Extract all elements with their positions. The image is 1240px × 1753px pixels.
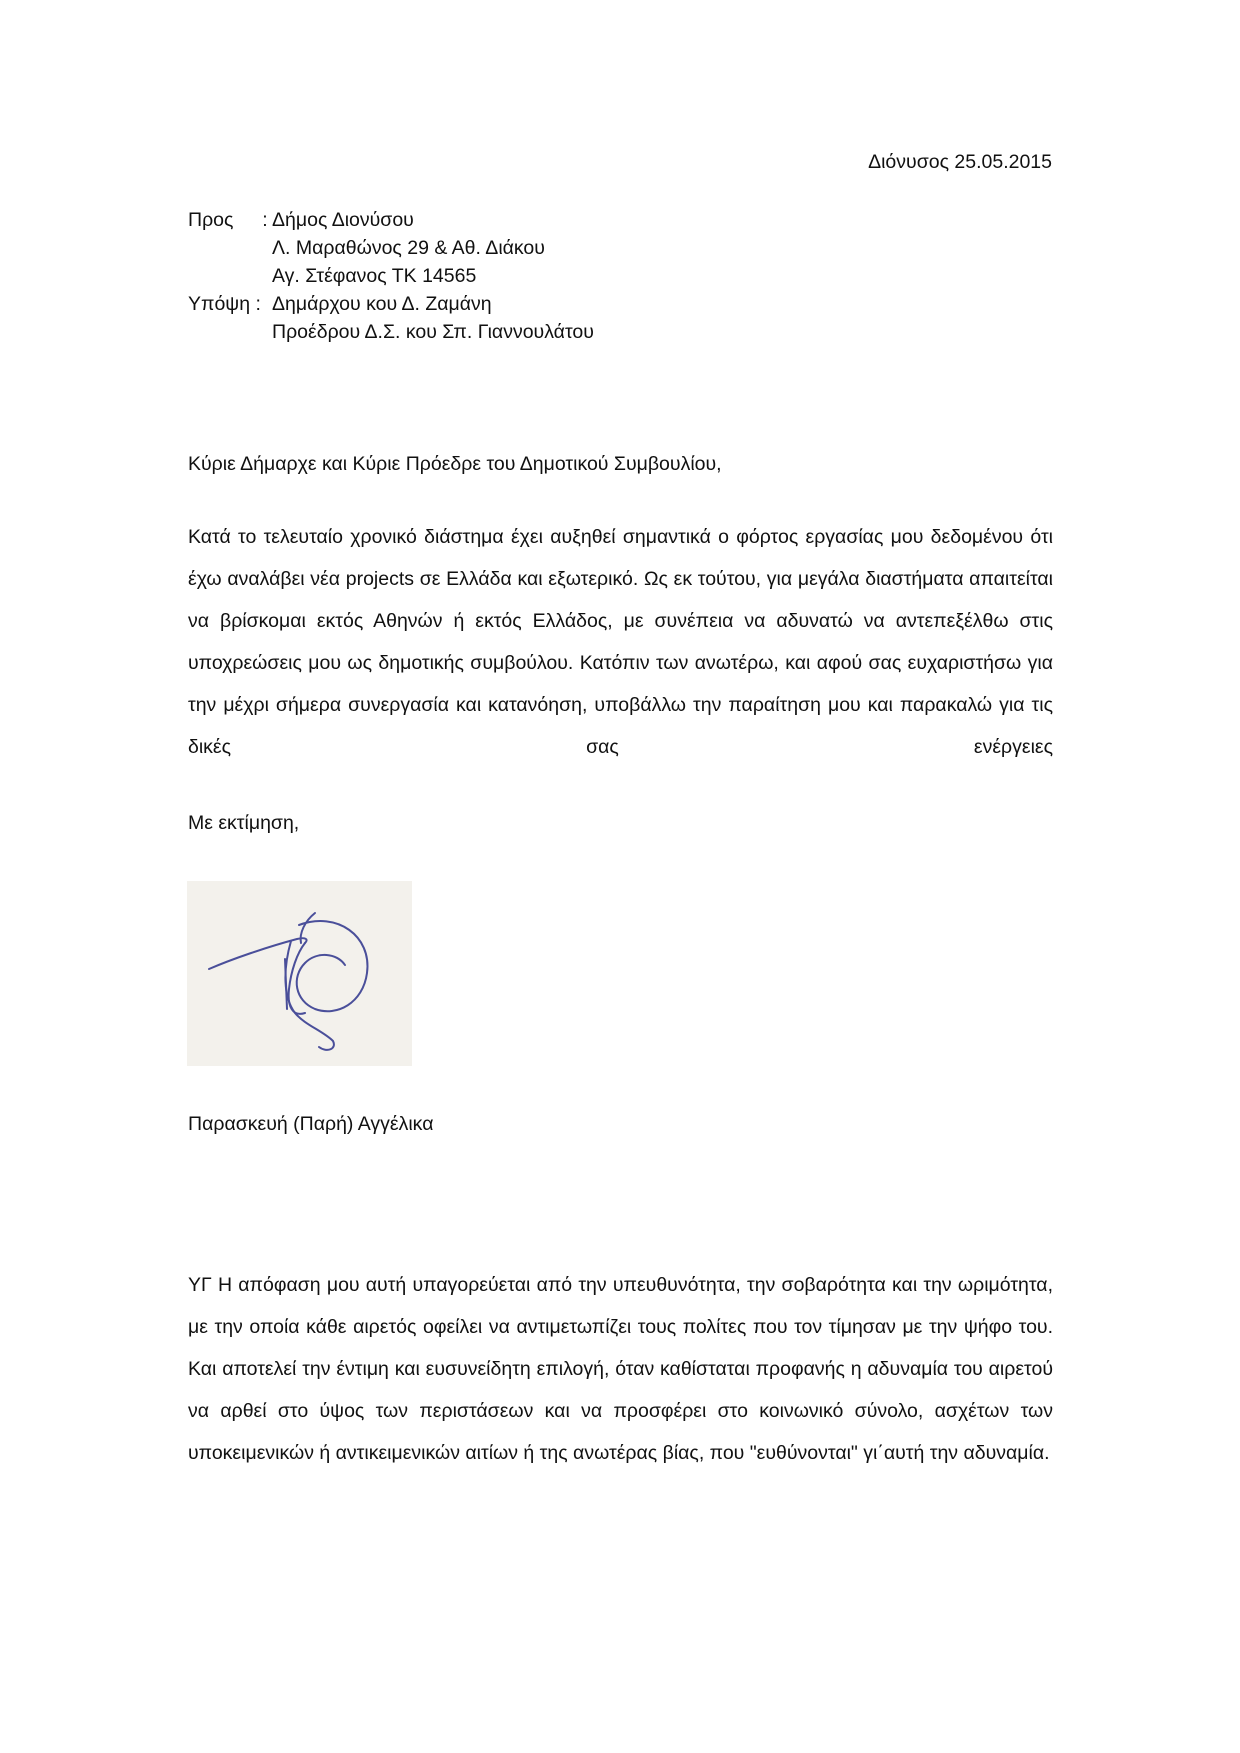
to-label-group — [188, 206, 272, 234]
signature-icon — [187, 881, 412, 1066]
signature-image — [187, 881, 412, 1066]
recipients-block — [188, 206, 594, 346]
to-separator: : — [262, 209, 268, 231]
to-line-2: Λ. Μαραθώνος 29 & Αθ. Διάκου — [272, 237, 545, 259]
attn-line-1: Δημάρχου κου Δ. Ζαμάνη — [272, 293, 492, 315]
postscript-paragraph: ΥΓ Η απόφαση μου αυτή υπαγορεύεται από την υπευθυνότητα, την σοβαρότητα και την ωριμότητα, με την οποία κάθε αιρετός οφείλει να αντιμετωπίζει τους πολίτες που τον τίμησαν με την ψήφο του. Και αποτελεί την έντιμη και ευσυνείδητη επιλογή, όταν καθίσταται προφανής η αδυναμία του αιρετού να αρθεί στο ύψος των περιστάσεων και να προσφέρει στο κοινωνικό σύνολο, ασχέτων των υποκειμενικών ή αντικειμενικών αιτίων ή της ανωτέρας βίας, που "ευθύνονται" γι΄αυτή την αδυναμία. — [188, 1274, 1053, 1464]
to-row — [188, 262, 594, 290]
body-paragraph: Κατά το τελευταίο χρονικό διάστημα έχει αυξηθεί σημαντικά ο φόρτος εργασίας μου δεδομένου ότι έχω αναλάβει νέα projects σε Ελλάδα και εξωτερικό. Ως εκ τούτου, για μεγάλα διαστήματα απαιτείται να βρίσκομαι εκτός Αθηνών ή εκτός Ελλάδος, με συνέπεια να αδυνατώ να αντεπεξέλθω στις υποχρεώσεις μου ως δημοτικής συμβούλου. Κατόπιν των ανωτέρω, και αφού σας ευχαριστήσω για την μέχρι σήμερα συνεργασία και κατανόηση, υποβάλλω την παραίτηση μου και παρακαλώ για τις δικές σας ενέργειες — [188, 526, 1053, 758]
attn-row — [188, 318, 594, 346]
attn-line-2: Προέδρου Δ.Σ. κου Σπ. Γιαννουλάτου — [272, 321, 594, 343]
salutation: Κύριε Δήμαρχε και Κύριε Πρόεδρε του Δημοτικού Συμβουλίου, — [188, 453, 722, 475]
to-row — [188, 234, 594, 262]
attn-row — [188, 290, 594, 318]
to-row — [188, 206, 594, 234]
to-label: Προς — [188, 209, 234, 231]
closing: Με εκτίμηση, — [188, 812, 300, 834]
letter-date: Διόνυσος 25.05.2015 — [868, 151, 1052, 173]
signer-name: Παρασκευή (Παρή) Αγγέλικα — [188, 1113, 434, 1135]
attn-label: Υπόψη : — [188, 293, 261, 315]
to-line-1: Δήμος Διονύσου — [272, 209, 414, 231]
to-line-3: Αγ. Στέφανος ΤΚ 14565 — [272, 265, 477, 287]
